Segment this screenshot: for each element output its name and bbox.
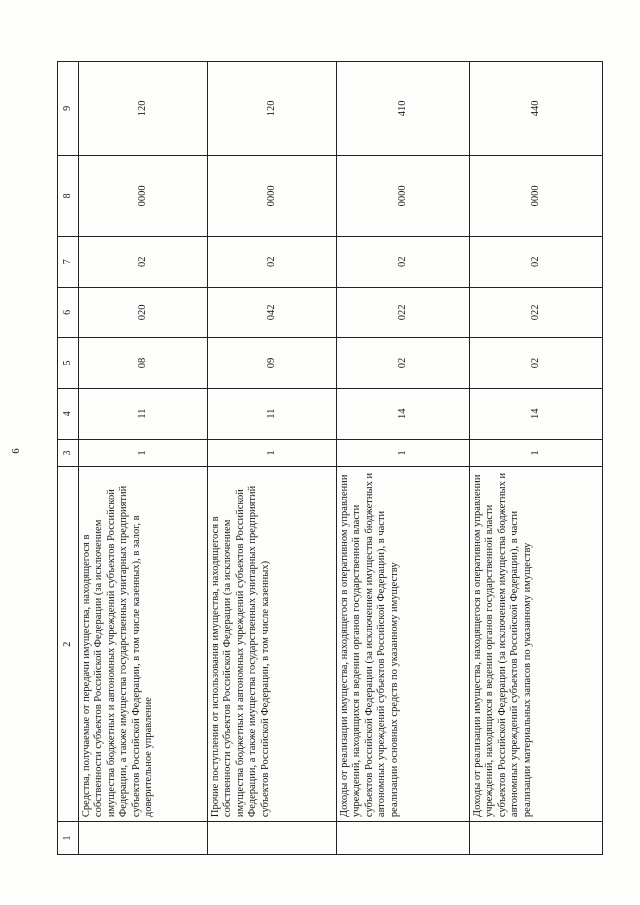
code-cell: 02 [337,338,470,389]
code-cell: 1 [337,439,470,467]
header-cell: 9 [58,62,79,156]
header-cell: 7 [58,236,79,287]
header-cell: 6 [58,287,79,338]
header-cell: 1 [58,822,79,855]
code-cell: 14 [337,388,470,439]
code-cell: 0000 [79,155,208,236]
code-cell: 08 [79,338,208,389]
table-row [208,62,337,855]
code-cell: 020 [79,287,208,338]
table-row [337,62,470,855]
code-cell: 022 [337,287,470,338]
row-number-cell [208,822,337,855]
code-cell: 14 [470,388,603,439]
code-cell: 0000 [470,155,603,236]
code-cell: 02 [208,236,337,287]
code-cell: 1 [208,439,337,467]
code-cell: 022 [470,287,603,338]
header-row [58,62,79,855]
header-cell: 8 [58,155,79,236]
row-number-cell [79,822,208,855]
code-cell: 11 [79,388,208,439]
header-cell: 3 [58,439,79,467]
code-cell: 02 [337,236,470,287]
description-cell: Средства, получаемые от передачи имущества, находящегося в собственности субъектов Российской Федерации (за исключением имущества бюджетных и автономных учреждений субъектов Российской Федерации, а также имущества государственных унитарных предприятий субъектов Российской Федерации, в том числе казенных), в залог, в доверительное управление [79,467,208,822]
code-cell: 120 [208,62,337,156]
description-cell: Доходы от реализации имущества, находящегося в оперативном управлении учреждений, находящихся в ведении органов государственной власти субъектов Российской Федерации (за исключением имущества бюджетных и автономных учреждений субъектов Российской Федерации), в части реализации основных средств по указанному имуществу [337,467,470,822]
code-cell: 1 [470,439,603,467]
code-cell: 0000 [208,155,337,236]
header-cell: 4 [58,388,79,439]
table-row [470,62,603,855]
page-number: 6 [10,448,22,454]
row-number-cell [337,822,470,855]
table-container [57,61,583,855]
code-cell: 0000 [337,155,470,236]
code-cell: 02 [470,236,603,287]
code-cell: 02 [470,338,603,389]
table-row [79,62,208,855]
header-cell: 5 [58,338,79,389]
header-cell: 2 [58,467,79,822]
code-cell: 09 [208,338,337,389]
description-cell: Прочие поступления от использования имущества, находящегося в собственности субъектов Российской Федерации (за исключением имущества бюджетных и автономных учреждений субъектов Российской Федерации, а также имущества государственных унитарных предприятий субъектов Российской Федерации, в том числе казенных) [208,467,337,822]
budget-classification-table [57,61,603,855]
row-number-cell [470,822,603,855]
code-cell: 042 [208,287,337,338]
code-cell: 440 [470,62,603,156]
code-cell: 02 [79,236,208,287]
code-cell: 1 [79,439,208,467]
code-cell: 11 [208,388,337,439]
code-cell: 410 [337,62,470,156]
description-cell: Доходы от реализации имущества, находящегося в оперативном управлении учреждений, находящихся в ведении органов государственной власти субъектов Российской Федерации (за исключением имущества бюджетных и автономных учреждений субъектов Российской Федерации), в части реализации материальных запасов по указанному имуществу [470,467,603,822]
code-cell: 120 [79,62,208,156]
